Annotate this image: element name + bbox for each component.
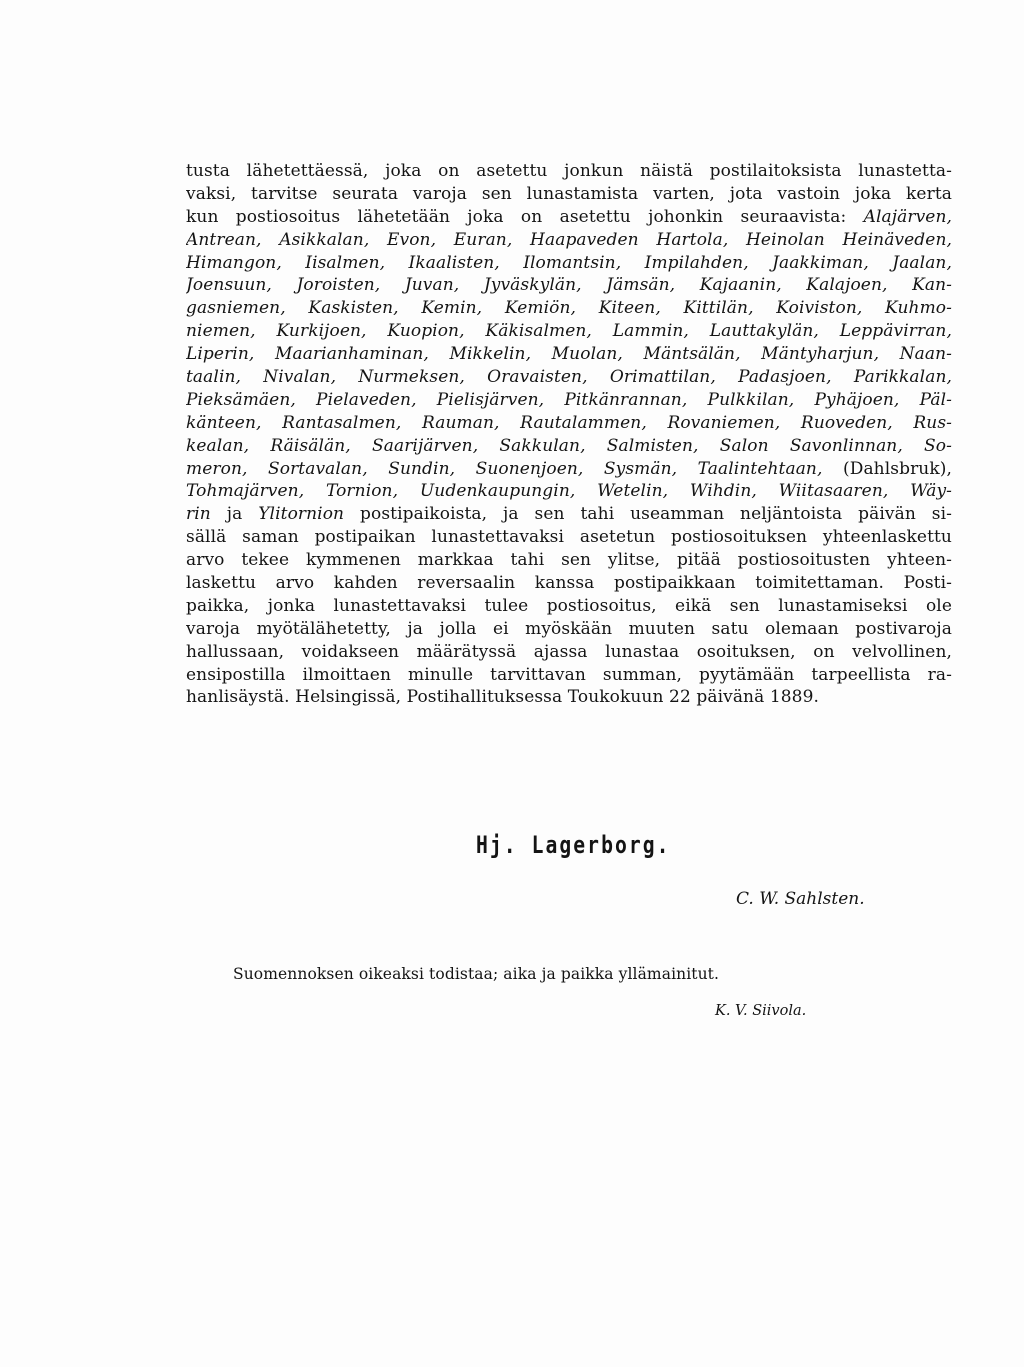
text-line xyxy=(186,595,952,618)
text-line xyxy=(186,389,952,412)
text-line xyxy=(186,297,952,320)
text-line xyxy=(186,252,952,275)
text-line xyxy=(186,343,952,366)
place-names-italic: kealan, Räisälän, Saarijärven, Sakkulan, Salmisten, Salon Savonlinnan, So- xyxy=(186,435,952,456)
text-segment: ensipostilla ilmoittaen minulle tarvittavan summan, pyytämään tarpeellista ra- xyxy=(186,664,952,685)
place-names-italic: Antrean, Asikkalan, Evon, Euran, Haapaveden Hartola, Heinolan Heinäveden, xyxy=(186,229,952,250)
text-line xyxy=(186,618,952,641)
text-line xyxy=(186,526,952,549)
place-names-italic: taalin, Nivalan, Nurmeksen, Oravaisten, Orimattilan, Padasjoen, Parikkalan, xyxy=(186,367,952,388)
place-names-italic: Liperin, Maarianhaminan, Mikkelin, Muolan, Mäntsälän, Mäntyharjun, Naan- xyxy=(186,344,952,365)
text-line xyxy=(186,183,952,206)
text-line xyxy=(186,229,952,252)
text-line xyxy=(186,160,952,183)
place-names-italic: gasniemen, Kaskisten, Kemin, Kemiön, Kiteen, Kittilän, Koiviston, Kuhmo- xyxy=(186,298,952,319)
text-segment: tusta lähetettäessä, joka on asetettu jonkun näistä postilaitoksista lunastetta- xyxy=(186,161,952,181)
place-names-italic: känteen, Rantasalmen, Rauman, Rautalammen, Rovaniemen, Ruoveden, Rus- xyxy=(186,412,952,433)
signature-lagerborg: Hj. Lagerborg. xyxy=(476,831,671,859)
signature-siivola: K. V. Siivola. xyxy=(715,1003,807,1019)
certification-note: Suomennoksen oikeaksi todistaa; aika ja paikka yllämainitut. xyxy=(233,965,720,983)
text-line xyxy=(186,572,952,595)
text-segment: hallussaan, voidakseen määrätyssä ajassa lunastaa osoituksen, on velvollinen, xyxy=(186,641,952,662)
text-line xyxy=(186,686,952,709)
text-segment: sällä saman postipaikan lunastettavaksi asetetun postiosoituksen yhteenlaskettu xyxy=(186,527,952,548)
text-line xyxy=(186,412,952,435)
text-segment: postipaikoista, ja sen tahi useamman neljäntoista päivän si- xyxy=(344,504,952,525)
text-segment: varoja myötälähetetty, ja jolla ei myöskään muuten satu olemaan postivaroja xyxy=(186,618,952,639)
text-line xyxy=(186,549,952,572)
text-line xyxy=(186,503,952,526)
place-names-italic: niemen, Kurkijoen, Kuopion, Käkisalmen, Lammin, Lauttakylän, Leppävirran, xyxy=(186,321,952,342)
place-names-italic: Joensuun, Joroisten, Juvan, Jyväskylän, Jämsän, Kajaanin, Kalajoen, Kan- xyxy=(186,275,952,296)
place-names-italic: meron, Sortavalan, Sundin, Suonenjoen, Sysmän, Taalintehtaan, xyxy=(186,458,843,479)
text-segment: ja xyxy=(210,504,259,525)
text-segment: arvo tekee kymmenen markkaa tahi sen ylitse, pitää postiosoitusten yhteen- xyxy=(186,550,952,571)
body-text xyxy=(186,160,952,709)
signature-sahlsten: C. W. Sahlsten. xyxy=(736,889,865,909)
text-line xyxy=(186,366,952,389)
text-segment: vaksi, tarvitse seurata varoja sen lunastamista varten, jota vastoin joka kerta xyxy=(186,183,952,204)
text-line xyxy=(186,320,952,343)
place-names-italic: Pieksämäen, Pielaveden, Pielisjärven, Pitkänrannan, Pulkkilan, Pyhäjoen, Päl- xyxy=(186,389,952,410)
place-names-italic: Alajärven, xyxy=(863,206,952,227)
text-line xyxy=(186,274,952,297)
text-segment: hanlisäystä. Helsingissä, Postihallituksessa Toukokuun 22 päivänä 1889. xyxy=(186,687,820,708)
text-line xyxy=(186,458,952,481)
text-line xyxy=(186,641,952,664)
text-segment: paikka, jonka lunastettavaksi tulee postiosoitus, eikä sen lunastamiseksi ole xyxy=(186,595,952,616)
text-line xyxy=(186,206,952,229)
text-segment: laskettu arvo kahden reversaalin kanssa postipaikkaan toimitettaman. Posti- xyxy=(186,573,952,594)
text-segment: kun postiosoitus lähetetään joka on asetettu johonkin seuraavista: xyxy=(186,206,864,227)
text-line xyxy=(186,480,952,503)
place-names-italic: Tohmajärven, Tornion, Uudenkaupungin, Wetelin, Wihdin, Wiitasaaren, Wäy- xyxy=(186,481,952,502)
text-segment: (Dahlsbruk), xyxy=(842,458,952,479)
text-line xyxy=(186,664,952,687)
place-names-italic: rin xyxy=(186,504,211,525)
place-names-italic: Ylitornion xyxy=(258,504,345,525)
text-line xyxy=(186,435,952,458)
place-names-italic: Himangon, Iisalmen, Ikaalisten, Ilomantsin, Impilahden, Jaakkiman, Jaalan, xyxy=(186,252,952,273)
